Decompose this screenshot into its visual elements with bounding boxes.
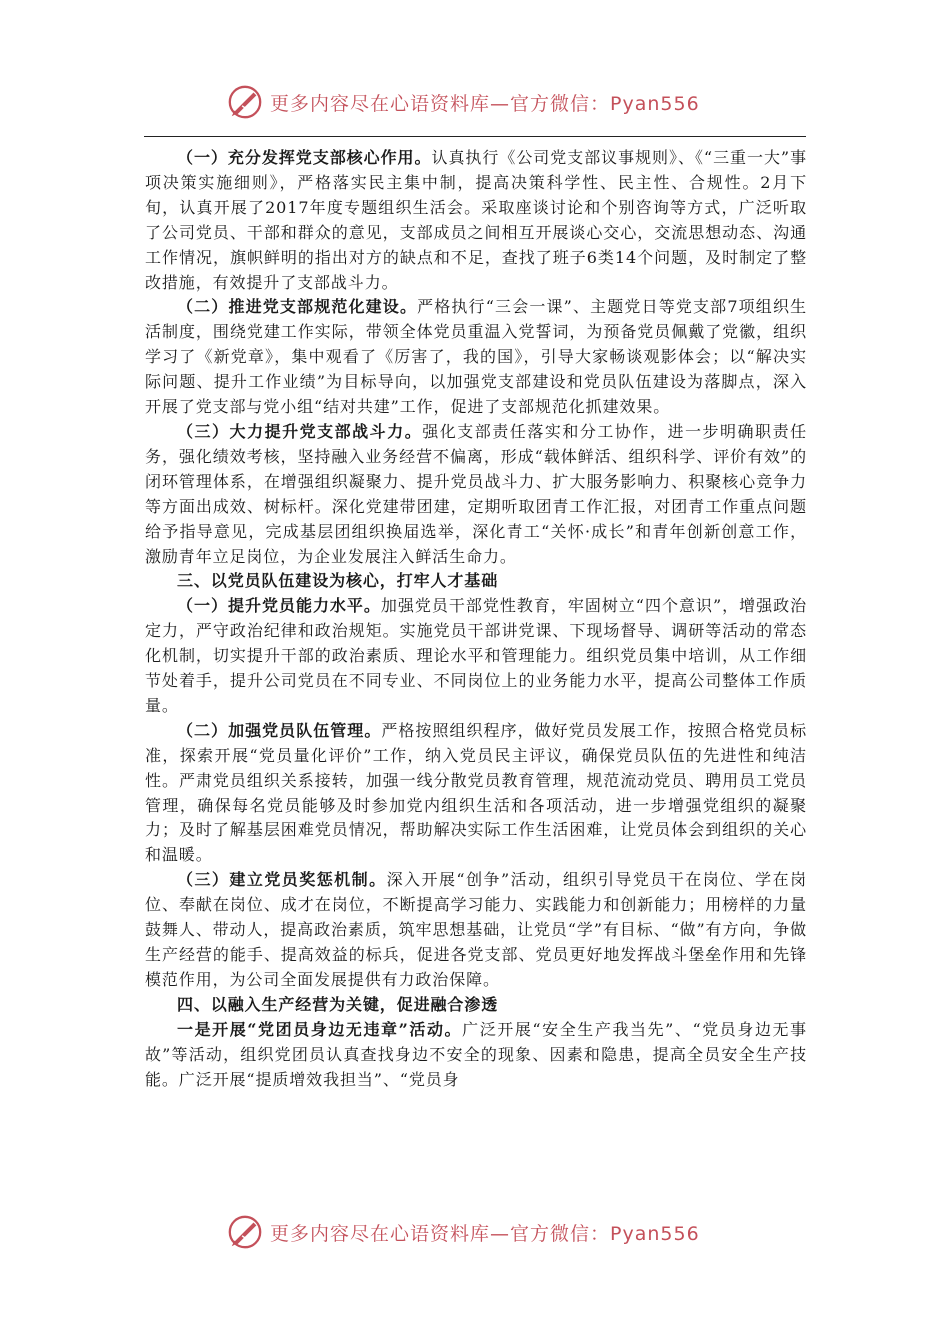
pen-logo-icon <box>226 1213 264 1251</box>
wechat-id: Pyan556 <box>610 92 700 115</box>
banner-text: 更多内容尽在心语资料库—官方微信：Pyan556 <box>270 1222 700 1245</box>
header-banner <box>0 82 950 122</box>
body-paragraph <box>145 420 807 569</box>
body-paragraph <box>145 146 807 295</box>
section-heading: 四、以融入生产经营为关键，促进融合渗透 <box>177 994 499 1014</box>
footer-banner <box>0 1212 950 1252</box>
document-body <box>145 146 807 1092</box>
section-heading: 三、以党员队伍建设为核心，打牢人才基础 <box>177 571 499 591</box>
paragraph-text: 广泛开展“安全生产我当先”、“党员身边无事故”等活动，组织党团员认真查找身边不安全的现象、因素和隐患，提高全员安全生产技能。广泛开展“提质增效我担当”、“党员身 <box>145 1019 807 1089</box>
paragraph-lead: （二）推进党支部规范化建设。 <box>177 297 418 317</box>
paragraph-lead: 一是开展“党团员身边无违章”活动。 <box>177 1019 463 1039</box>
paragraph-lead: （三）大力提升党支部战斗力。 <box>177 421 423 441</box>
header-divider <box>144 136 806 137</box>
paragraph-lead: （一）提升党员能力水平。 <box>177 596 381 616</box>
body-paragraph <box>145 719 807 868</box>
body-paragraph <box>145 1018 807 1093</box>
paragraph-text: 严格执行“三会一课”、主题党日等党支部7项组织生活制度，围绕党建工作实际，带领全体党员重温入党誓词，为预备党员佩戴了党徽，组织学习了《新党章》，集中观看了《厉害了，我的国》，引导大家畅谈观影体会；以“解决实际问题、提升工作业绩”为目标导向，以加强党支部建设和党员队伍建设为落脚点，深入开展了党支部与党小组“结对共建”工作，促进了支部规范化抓建效果。 <box>145 297 807 417</box>
body-paragraph <box>145 868 807 993</box>
pen-logo-icon <box>226 83 264 121</box>
banner-text: 更多内容尽在心语资料库—官方微信：Pyan556 <box>270 92 700 115</box>
body-paragraph <box>145 594 807 719</box>
body-paragraph <box>145 295 807 420</box>
paragraph-text: 加强党员干部党性教育，牢固树立“四个意识”，增强政治定力，严守政治纪律和政治规矩。实施党员干部讲党课、下现场督导、调研等活动的常态化机制，切实提升干部的政治素质、理论水平和管理能力。组织党员集中培训，从工作细节处着手，提升公司党员在不同专业、不同岗位上的业务能力水平，提高公司整体工作质量。 <box>145 596 807 715</box>
paragraph-lead: （三）建立党员奖惩机制。 <box>177 870 387 890</box>
paragraph-lead: （一）充分发挥党支部核心作用。 <box>177 148 432 167</box>
paragraph-lead: （二）加强党员队伍管理。 <box>177 720 382 740</box>
wechat-id: Pyan556 <box>610 1222 700 1245</box>
paragraph-text: 强化支部责任落实和分工协作，进一步明确职责任务，强化绩效考核，坚持融入业务经营不偏离，形成“载体鲜活、组织科学、评价有效”的闭环管理体系，在增强组织凝聚力、提升党员战斗力、扩大服务影响力、积聚核心竞争力等方面出成效、树标杆。深化党建带团建，定期听取团青工作汇报，对团青工作重点问题给予指导意见，完成基层团组织换届选举，深化青工“关怀·成长”和青年创新创意工作，激励青年立足岗位，为企业发展注入鲜活生命力。 <box>145 421 807 566</box>
paragraph-text: 严格按照组织程序，做好党员发展工作，按照合格党员标准，探索开展“党员量化评价”工作，纳入党员民主评议，确保党员队伍的先进性和纯洁性。严肃党员组织关系接转，加强一线分散党员教育管理，规范流动党员、聘用员工党员管理，确保每名党员能够及时参加党内组织生活和各项活动，进一步增强党组织的凝聚力；及时了解基层困难党员情况，帮助解决实际工作生活困难，让党员体会到组织的关心和温暖。 <box>145 720 807 865</box>
paragraph-text: 认真执行《公司党支部议事规则》、《“三重一大”事项决策实施细则》，严格落实民主集中制，提高决策科学性、民主性、合规性。2月下旬，认真开展了2017年度专题组织生活会。采取座谈讨论和个别咨询等方式，广泛听取了公司党员、干部和群众的意见，支部成员之间相互开展谈心交心，交流思想动态、沟通工作情况，旗帜鲜明的指出对方的缺点和不足，查找了班子6类14个问题，及时制定了整改措施，有效提升了支部战斗力。 <box>145 148 807 292</box>
paragraph-text: 深入开展“创争”活动，组织引导党员干在岗位、学在岗位、奉献在岗位、成才在岗位，不断提高学习能力、实践能力和创新能力；用榜样的力量鼓舞人、带动人，提高政治素质，筑牢思想基础，让党员“学”有目标、“做”有方向，争做生产经营的能手、提高效益的标兵，促进各党支部、党员更好地发挥战斗堡垒作用和先锋模范作用，为公司全面发展提供有力政治保障。 <box>145 870 807 989</box>
